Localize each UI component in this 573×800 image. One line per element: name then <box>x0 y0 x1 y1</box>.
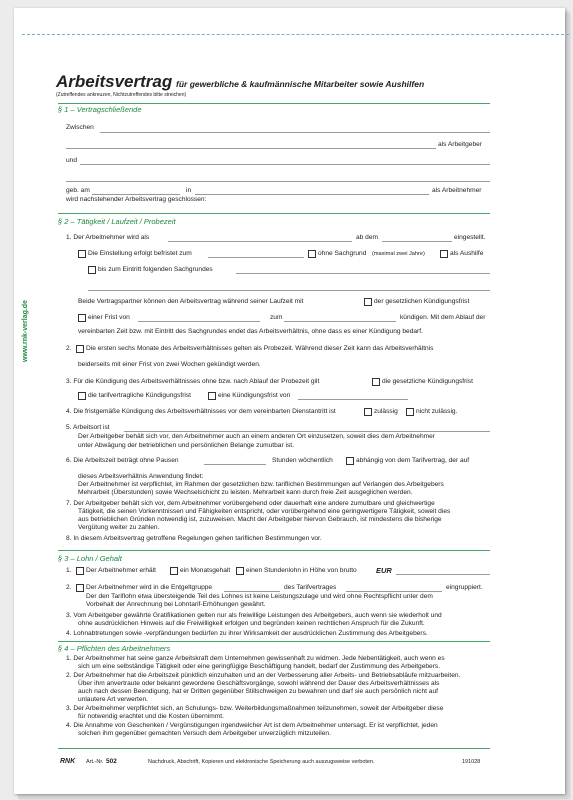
label-frist-von: einer Frist von <box>88 314 130 321</box>
employee-name-line-2[interactable] <box>66 181 490 182</box>
label-und: und <box>66 157 78 164</box>
job-title-line[interactable] <box>168 241 352 242</box>
label-zulaessig: zulässig <box>374 408 398 415</box>
s2-p6-text-4: Mehrarbeit (Überstunden) sowie Wechselschicht zu leisten. Mehrarbeit kann durch freie Zeit ausgeglichen werden. <box>78 489 413 496</box>
s4-p2-text-4: unlautere Art verwerten. <box>78 696 149 703</box>
label-zum: zum <box>270 314 283 321</box>
label-tarifvertrag: abhängig von dem Tarifvertrag, der auf <box>356 457 470 464</box>
s3-p3-text-2: ohne ausdrücklichen Hinweis auf die Freiwilligkeit erfolgen und begründen keinen rechtlichen Anspruch für die Zukunft. <box>78 620 425 627</box>
checkbox-nicht-zulaessig[interactable] <box>406 408 414 416</box>
employee-name-line-1[interactable] <box>80 164 490 165</box>
label-eingruppiert: eingruppiert. <box>446 584 483 591</box>
sachgrund-line-2[interactable] <box>88 290 490 291</box>
s2-ablauf-text: vereinbarten Zeit bzw. mit Eintritt des Sachgrundes endet das Arbeitsverhältnis, ohne dass es einer Kündigung bedarf. <box>78 328 423 335</box>
s2-p7-text: 7. Der Arbeitgeber behält sich vor, dem Arbeitnehmer vorübergehend oder dauerhaft eine andere zumutbare und gleichwertige <box>66 500 435 507</box>
s2-p4-text: 4. Die fristgemäße Kündigung des Arbeitsverhältnisses vor dem vereinbarten Dienstantritt ist <box>66 408 336 415</box>
s2-p7-text-4: Vergütung weiter zu zahlen. <box>78 524 160 531</box>
s2-p5-text-3: unter Abwägung der betrieblichen und persönlichen Belange zumutbar ist. <box>78 442 294 449</box>
artnr-label: Art.-Nr. <box>86 759 104 765</box>
s2-p5-text-2: Der Arbeitgeber behält sich vor, den Arbeitnehmer auch an einem anderen Ort einzusetzen, soweit dies dem Arbeitnehmer <box>78 433 435 440</box>
s2-p1-eingestellt: eingestellt. <box>454 234 486 241</box>
s2-p2-text-2: beiderseits mit einer Frist von zwei Wochen gekündigt werden. <box>78 361 261 368</box>
s2-p1-text: 1. Der Arbeitnehmer wird als <box>66 234 150 241</box>
label-sachgrund: bis zum Eintritt folgenden Sachgrundes <box>98 266 213 273</box>
checkbox-befristet[interactable] <box>78 250 86 258</box>
label-tarifvertrages: des Tarifvertrages <box>284 584 337 591</box>
s3-p2-number: 2. <box>66 584 72 591</box>
s2-kuendigen-text: kündigen. Mit dem Ablauf der <box>400 314 486 321</box>
s2-p6-text-2: dieses Arbeitsverhältnis Anwendung findet: <box>78 473 204 480</box>
s4-p1-text: 1. Der Arbeitnehmer hat seine ganze Arbeitskraft dem Unternehmen gewissenhaft zu widmen. Jede Nebentätigkeit, auch wenn es <box>66 655 445 662</box>
employer-name-line-2[interactable] <box>66 148 436 149</box>
artnr-value: 502 <box>106 758 117 765</box>
checkbox-aushilfe[interactable] <box>440 250 448 258</box>
copyright-text: Nachdruck, Abschrift, Kopieren und elektronische Speicherung auch auszugsweise verboten. <box>148 759 375 765</box>
s3-p2-text-3: Vorbehalt der Anrechnung bei Lohntarif-Erhöhungen gewährt. <box>86 601 266 608</box>
eigene-frist-line[interactable] <box>298 399 408 400</box>
checkbox-eigene-frist[interactable] <box>208 392 216 400</box>
s2-p2-number: 2. <box>66 345 72 352</box>
section-divider <box>58 550 490 551</box>
label-tarifvertragliche-frist: die tarifvertragliche Kündigungsfrist <box>88 392 191 399</box>
label-zwischen: Zwischen <box>66 124 94 131</box>
label-gesetzliche-frist: der gesetzlichen Kündigungsfrist <box>374 298 470 305</box>
label-monatsgehalt: ein Monatsgehalt <box>180 567 231 574</box>
s4-p2-text: 2. Der Arbeitnehmer hat die Arbeitszeit pünktlich einzuhalten und an der Verbesserung aller Arbeits- und Betriebsabläufe mitzuarbeiten. <box>66 672 461 679</box>
lohn-betrag-line[interactable] <box>396 574 490 575</box>
form-hint: (Zutreffendes ankreuzen, Nichtzutreffendes bitte streichen) <box>56 92 187 98</box>
checkbox-sachgrund[interactable] <box>88 266 96 274</box>
checkbox-lohn[interactable] <box>76 567 84 575</box>
s2-p2-text: Die ersten sechs Monate des Arbeitsverhältnisses gelten als Probezeit. Während dieser Zeit kann das Arbeitsverhältnis <box>86 345 434 352</box>
s2-p5-text: 5. Arbeitsort ist <box>66 424 110 431</box>
s3-p2-text-2: Der den Tariflohn etwa übersteigende Teil des Lohnes ist keine Leistungszulage und wird ohne Rechtspflicht unter dem <box>86 593 433 600</box>
label-eigene-frist: eine Kündigungsfrist von <box>218 392 291 399</box>
arbeitszeit-line[interactable] <box>204 464 266 465</box>
checkbox-stundenlohn[interactable] <box>236 567 244 575</box>
rnk-logo: RNK <box>60 758 76 765</box>
s4-p4-text: 4. Die Annahme von Geschenken / Vergünstigungen irgendwelcher Art ist dem Arbeitnehmer untersagt. Er ist verpflichtet, jeden <box>66 722 438 729</box>
s2-p1-ab-dem: ab dem <box>356 234 378 241</box>
checkbox-tarifvertrag[interactable] <box>346 457 354 465</box>
start-date-line[interactable] <box>382 241 452 242</box>
s4-p3-text: 3. Der Arbeitnehmer verpflichtet sich, an Schulungs- bzw. Weiterbildungsmaßnahmen teilzunehmen, soweit der Arbeitgeber diese <box>66 705 444 712</box>
label-als-arbeitnehmer: als Arbeitnehmer <box>432 187 482 194</box>
side-url: www.rnk-verlag.de <box>22 300 29 362</box>
checkbox-probezeit[interactable] <box>76 345 84 353</box>
s2-p7-text-2: Tätigkeit, die seinen Vorkenntnissen und Fähigkeiten entspricht, oder vorübergehend eine geringwertigere Tätigkeit, soweit dies <box>78 508 451 515</box>
section-1-heading: § 1 – Vertragschließende <box>58 105 142 114</box>
footer-divider <box>58 748 490 749</box>
tarifvertrag-line[interactable] <box>346 591 442 592</box>
label-aushilfe: als Aushilfe <box>450 250 484 257</box>
section-divider <box>58 641 490 642</box>
label-stunden-woechentlich: Stunden wöchentlich <box>272 457 333 464</box>
label-ohne-sachgrund: ohne Sachgrund <box>318 250 367 257</box>
birthplace-line[interactable] <box>195 194 429 195</box>
s4-p4-text-2: solchen ihm gegenüber gemachten Versuch dem Arbeitgeber unverzüglich mitzuteilen. <box>78 730 331 737</box>
s2-p3-text: 3. Für die Kündigung des Arbeitsverhältnisses ohne bzw. nach Ablauf der Probezeit gilt <box>66 378 320 385</box>
label-stundenlohn: einen Stundenlohn in Höhe von brutto <box>246 567 357 574</box>
entgeltgruppe-line[interactable] <box>224 591 280 592</box>
s3-p3-text: 3. Vom Arbeitgeber gewährte Gratifikationen gelten nur als freiwillige Leistungen des Arbeitgebers, auch wenn sie wiederholt und <box>66 612 442 619</box>
label-als-arbeitgeber: als Arbeitgeber <box>438 141 482 148</box>
frist-zum-line[interactable] <box>284 321 396 322</box>
closing-text: wird nachstehender Arbeitsvertrag geschlossen: <box>66 196 207 203</box>
section-4-heading: § 4 – Pflichten des Arbeitnehmers <box>58 644 171 653</box>
label-geb-am: geb. am <box>66 187 90 194</box>
checkbox-ohne-sachgrund[interactable] <box>308 250 316 258</box>
s4-p2-text-2: Über ihm anvertraute oder bekannt gewordene Geschäftsvorgänge, sowohl während der Dauer des Arbeitsverhältnisses als <box>78 680 440 687</box>
s3-p1-text: Der Arbeitnehmer erhält <box>86 567 157 574</box>
label-in: in <box>186 187 192 194</box>
s4-p1-text-2: sich um eine selbständige Tätigkeit oder eine geringfügige Beschäftigung handelt, bedarf der Zustimmung des Arbeitgebers. <box>78 663 441 670</box>
s4-p2-text-3: auch nach dessen Beendigung, hat er Dritten gegenüber Stillschweigen zu bewahren und darf sie auch persönlich nicht auf <box>78 688 438 695</box>
arbeitsort-line[interactable] <box>124 431 490 432</box>
birthdate-line[interactable] <box>92 194 180 195</box>
s2-kuendigung-text: Beide Vertragspartner können den Arbeitsvertrag während seiner Laufzeit mit <box>78 298 304 305</box>
checkbox-entgeltgruppe[interactable] <box>76 584 84 592</box>
perforation-line <box>22 34 569 35</box>
s2-p6-text: 6. Die Arbeitszeit beträgt ohne Pausen <box>66 457 179 464</box>
s4-p3-text-2: für notwendig erachtet und die Kosten übernimmt. <box>78 713 224 720</box>
checkbox-tarifvertragliche-frist[interactable] <box>78 392 86 400</box>
section-3-heading: § 3 – Lohn / Gehalt <box>58 554 122 563</box>
s2-p6-text-3: Der Arbeitnehmer ist verpflichtet, im Rahmen der gesetzlichen bzw. tariflichen Bestimmungen auf Verlangen des Arbeitgebers <box>78 481 444 488</box>
page-subtitle: für gewerbliche & kaufmännische Mitarbeiter sowie Aushilfen <box>176 79 425 89</box>
fixed-term-date-line[interactable] <box>208 257 304 258</box>
label-befristet: Die Einstellung erfolgt befristet zum <box>88 250 192 257</box>
sachgrund-line-1[interactable] <box>236 273 490 274</box>
section-2-heading: § 2 – Tätigkeit / Laufzeit / Probezeit <box>58 217 176 226</box>
label-eur: EUR <box>376 566 392 575</box>
checkbox-frist-von[interactable] <box>78 314 86 322</box>
checkbox-gesetzliche-kuendigungsfrist[interactable] <box>372 378 380 386</box>
s2-p8-text: 8. In diesem Arbeitsvertrag getroffene Regelungen gehen tariflichen Bestimmungen vor. <box>66 535 322 542</box>
s3-p1-number: 1. <box>66 567 72 574</box>
s2-p7-text-3: aus betrieblichen Gründen notwendig ist, zuzuweisen. Macht der Arbeitgeber hiervon Gebrauch, ist mindestens die bisherige <box>78 516 442 523</box>
label-gesetzliche-kuendigungsfrist: die gesetzliche Kündigungsfrist <box>382 378 473 385</box>
employer-name-line-1[interactable] <box>100 132 490 133</box>
checkbox-monatsgehalt[interactable] <box>170 567 178 575</box>
frist-von-line[interactable] <box>138 321 260 322</box>
section-divider <box>58 213 490 214</box>
section-divider <box>58 103 490 104</box>
page-title: Arbeitsvertrag <box>56 72 173 91</box>
s3-p4-text: 4. Lohnabtretungen sowie -verpfändungen bedürfen zu ihrer Wirksamkeit der ausdrücklichen Zustimmung des Arbeitgebers. <box>66 630 428 637</box>
checkbox-gesetzliche-frist[interactable] <box>364 298 372 306</box>
label-max-years: (maximal zwei Jahre) <box>372 251 425 257</box>
form-code: 191028 <box>462 759 481 765</box>
label-nicht-zulaessig: nicht zulässig. <box>416 408 458 415</box>
s3-p2-text: Der Arbeitnehmer wird in die Entgeltgruppe <box>86 584 213 591</box>
checkbox-zulaessig[interactable] <box>364 408 372 416</box>
